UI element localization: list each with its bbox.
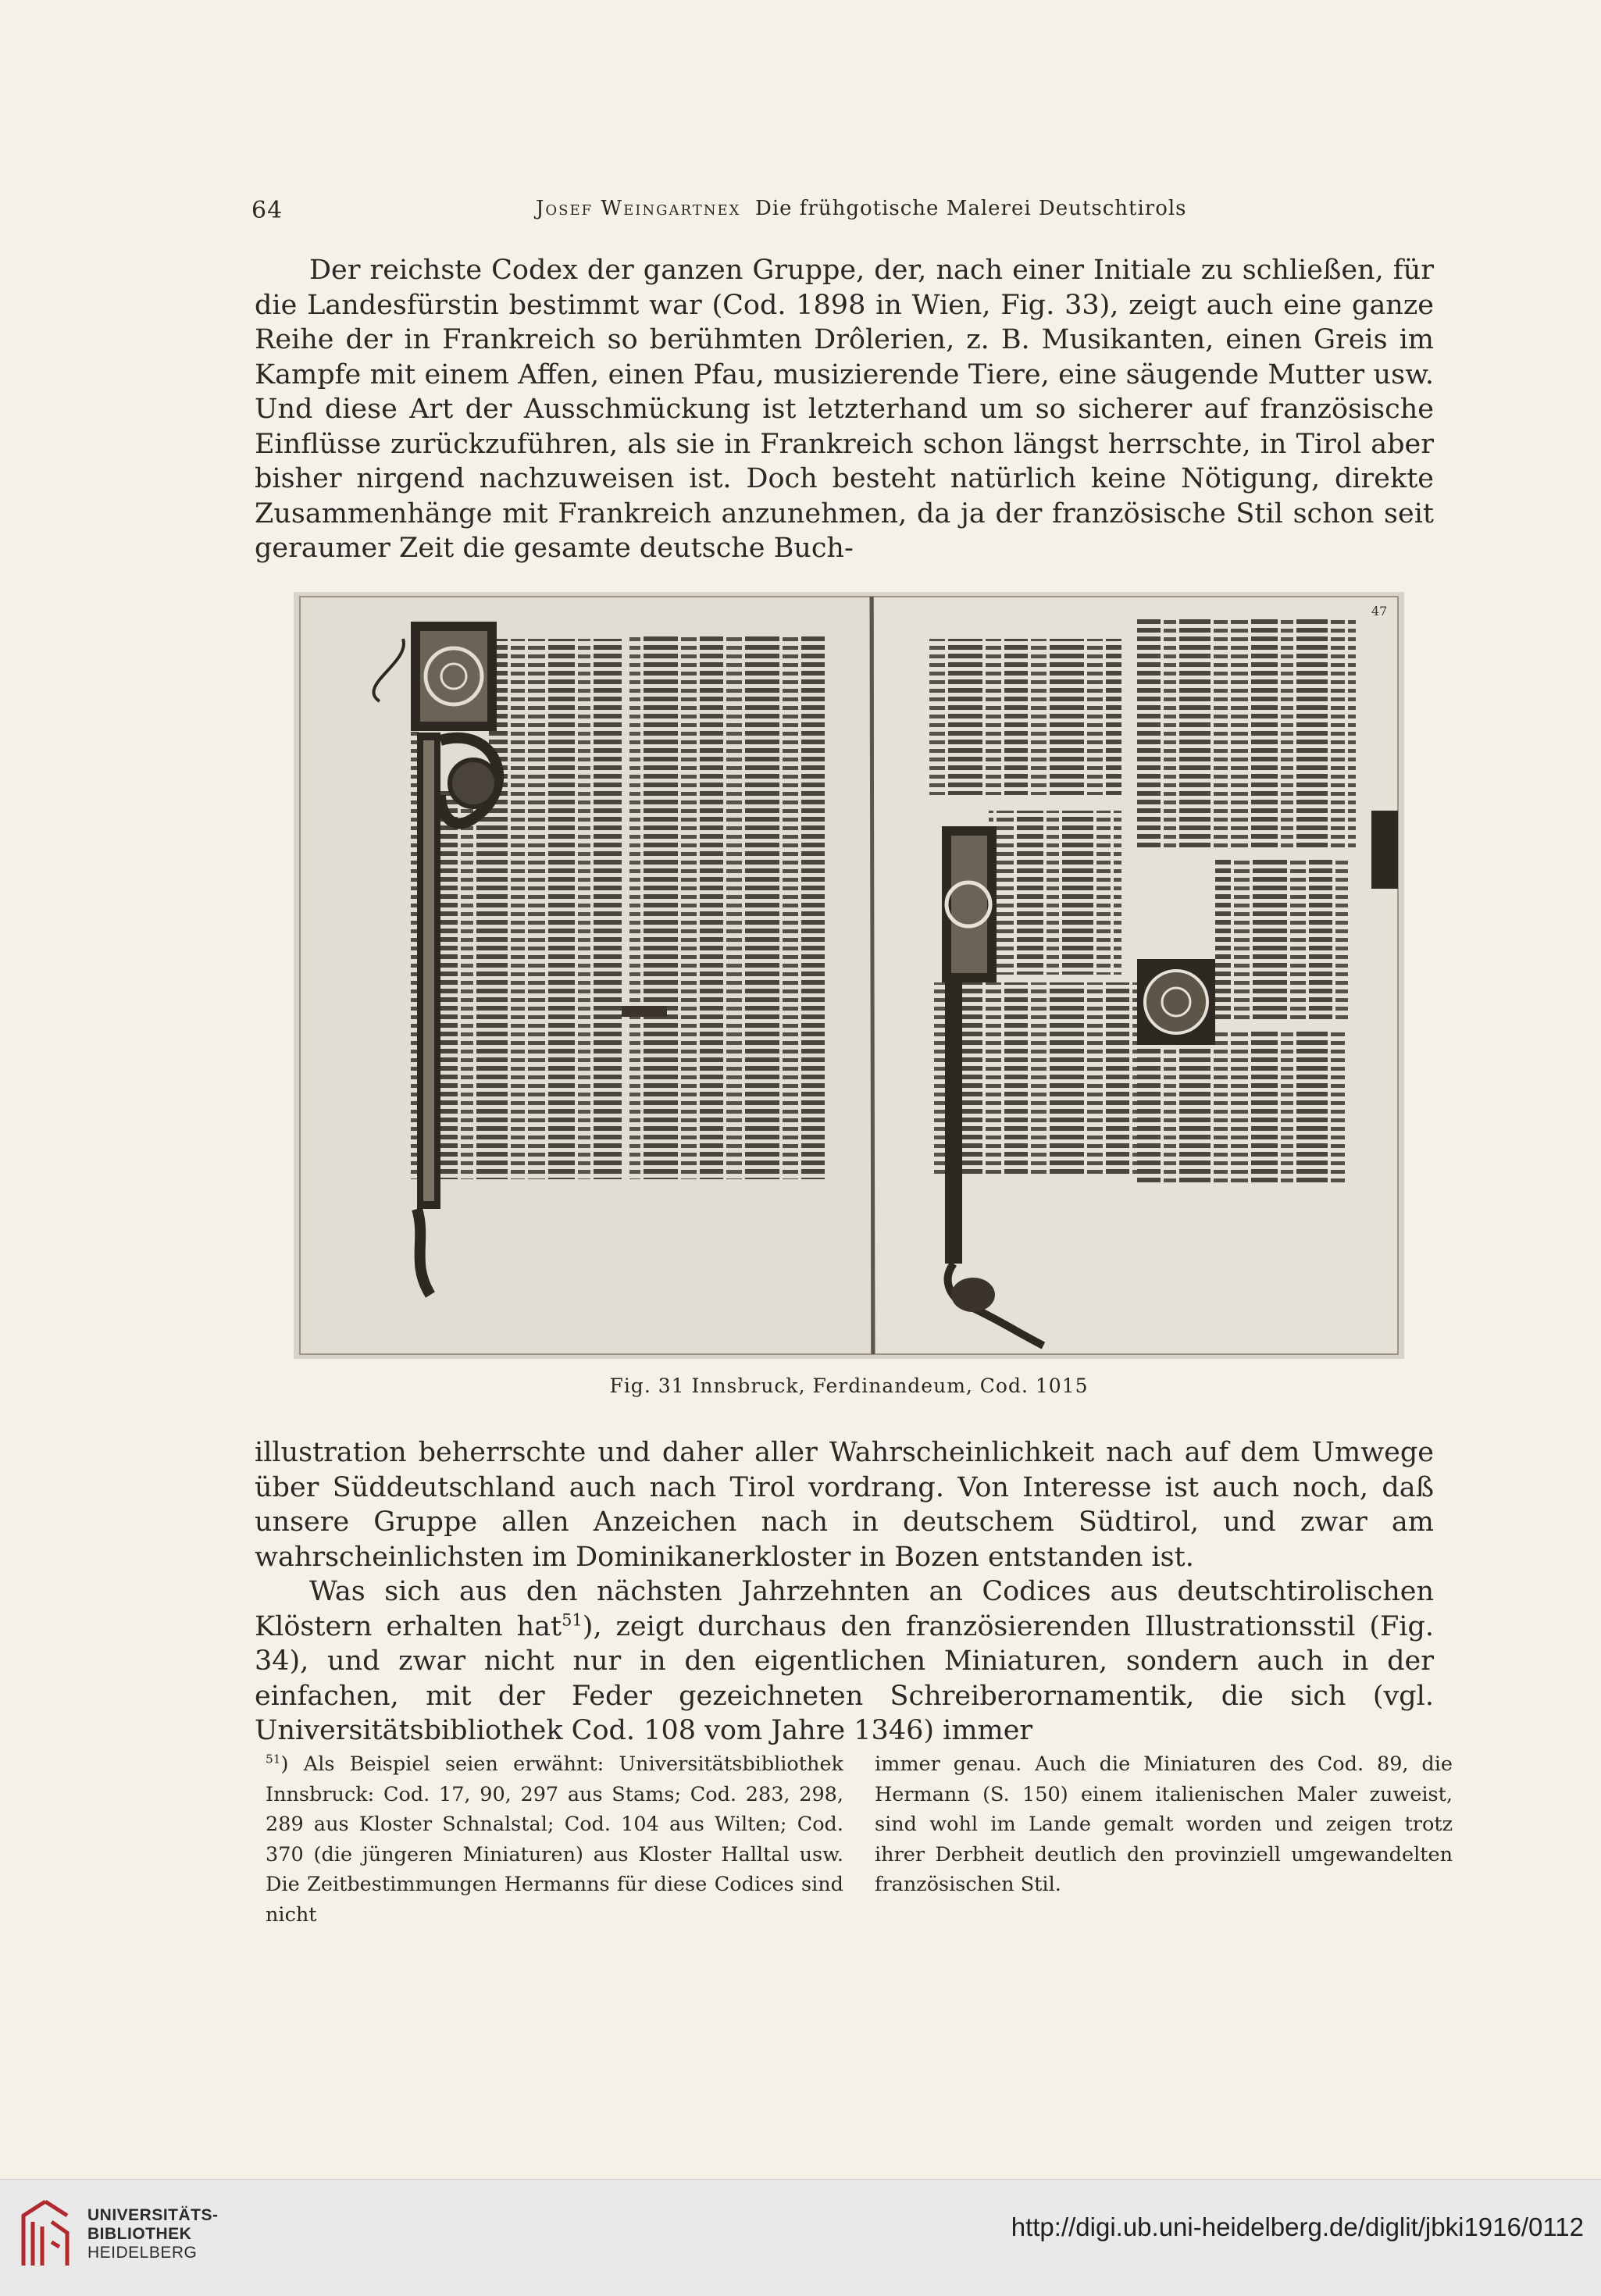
running-title	[536, 197, 1187, 220]
library-name	[87, 2206, 219, 2262]
footnote-right-column: immer genau. Auch die Miniaturen des Cod. 89, die Hermann (S. 150) einem italienischen Maler zuweist, sind wohl im Lande gemalt worden und zeigen trotz ihrer Derbheit deutlich den provinziell umgewandelten französischen Stil.	[875, 1752, 1453, 1896]
viewer-footer	[0, 2179, 1601, 2296]
library-logo-icon	[14, 2195, 77, 2273]
source-url-link[interactable]: http://digi.ub.uni-heidelberg.de/diglit/jbki1916/0112	[1011, 2212, 1584, 2241]
page-number: 64	[251, 197, 283, 224]
footnote-marker: 51	[266, 1752, 281, 1767]
footnote-left-column	[266, 1749, 843, 1930]
running-header	[251, 197, 1407, 228]
book-title: Die frühgotische Malerei Deutschtirols	[754, 197, 1187, 220]
footnote-left-text: ) Als Beispiel seien erwähnt: Universitätsbibliothek Innsbruck: Cod. 17, 90, 297 aus Stams; Cod. 283, 298, 289 aus Kloster Schnalstal; Cod. 104 aus Wilten; Cod. 370 (die jüngeren Miniaturen) aus Kloster Halltal usw. Die Zeitbestimmungen Hermanns für diese Codices sind nicht	[266, 1752, 843, 1927]
footnote-reference[interactable]: 51	[562, 1610, 583, 1629]
library-name-line-3: HEIDELBERG	[87, 2244, 198, 2262]
paragraph-2-text: illustration beherrschte und daher aller Wahrscheinlichkeit nach auf dem Umwege über Süddeutschland auch nach Tirol vordrang. Von Interesse ist auch noch, daß unsere Gruppe allen Anzeichen nach in deutschem Südtirol, und zwar am wahrscheinlichsten im Dominikanerkloster in Bozen entstanden ist.	[255, 1437, 1434, 1573]
paragraph-1-text: Der reichste Codex der ganzen Gruppe, der, nach einer Initiale zu schließen, für die Landesfürstin bestimmt war (Cod. 1898 in Wien, Fig. 33), zeigt auch eine ganze Reihe der in Frankreich so berühmten Drôlerien, z. B. Musikanten, einen Greis im Kampfe mit einem Affen, einen Pfau, musizierende Tiere, eine säugende Mutter usw. Und diese Art der Ausschmückung ist letzterhand um so sicherer auf französische Einflüsse zurückzuführen, als sie in Frankreich schon längst herrschte, in Tirol aber bisher nirgend nachzuweisen ist. Doch besteht natürlich keine Nötigung, direkte Zusammenhänge mit Frankreich anzunehmen, da ja der französische Stil schon seit geraumer Zeit die gesamte deutsche Buch-	[255, 255, 1434, 564]
manuscript-figure	[294, 592, 1404, 1359]
paragraph-3-text	[255, 1574, 1434, 1749]
folio-number: 47	[1371, 604, 1388, 619]
library-name-line-1: UNIVERSITÄTS-	[87, 2206, 219, 2224]
paragraph-1	[255, 253, 1434, 566]
figure-caption: Fig. 31 Innsbruck, Ferdinandeum, Cod. 1015	[609, 1374, 1089, 1397]
paragraph-2	[255, 1435, 1434, 1749]
paragraph-3-start: Was sich aus den nächsten Jahrzehnten an Codices aus deutschtirolischen Klöstern erhalten hat	[255, 1576, 1434, 1642]
author-name: Josef Weingartnex	[536, 197, 741, 220]
manuscript-illustration	[294, 592, 1404, 1359]
library-name-line-2: BIBLIOTHEK	[87, 2225, 192, 2243]
paragraph-3-end: ), zeigt durchaus den französierenden Illustrationsstil (Fig. 34), und zwar nicht nur in den eigentlichen Miniaturen, sondern auch in der einfachen, mit der Feder gezeichneten Schreiberornamentik, die sich (vgl. Universitätsbibliothek Cod. 108 vom Jahre 1346) immer	[255, 1610, 1435, 1746]
